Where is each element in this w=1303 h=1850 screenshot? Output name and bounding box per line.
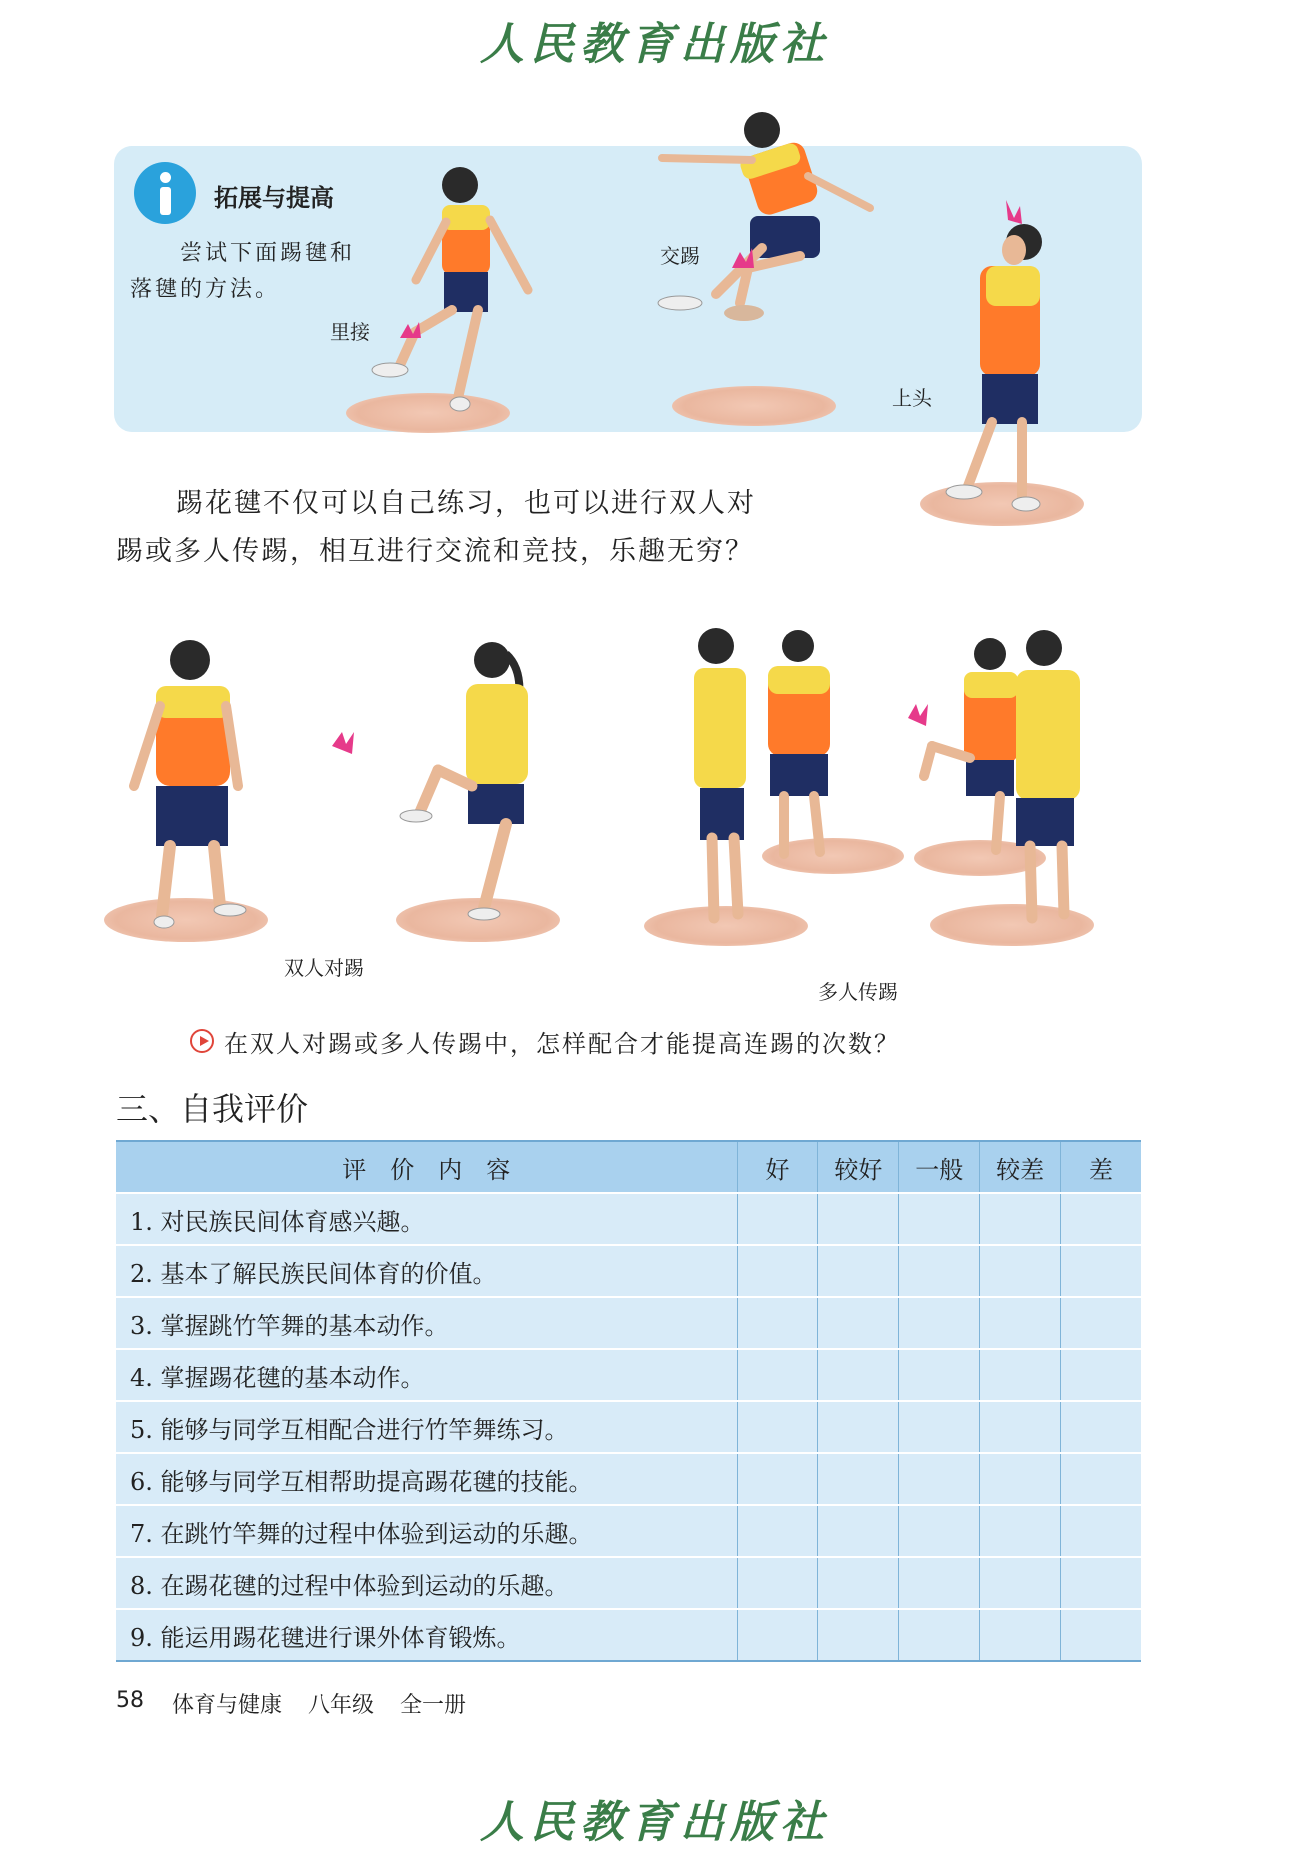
header-poor: 差 <box>1061 1141 1141 1193</box>
rating-cell[interactable] <box>1061 1245 1141 1297</box>
rating-cell[interactable] <box>737 1193 818 1245</box>
paragraph-line2: 踢或多人传踢，相互进行交流和竞技，乐趣无穷？ <box>116 536 754 567</box>
rating-cell[interactable] <box>737 1557 818 1609</box>
rating-cell[interactable] <box>818 1245 899 1297</box>
rating-cell[interactable] <box>1061 1297 1141 1349</box>
rating-cell[interactable] <box>980 1557 1061 1609</box>
rating-cell[interactable] <box>737 1245 818 1297</box>
rating-cell[interactable] <box>818 1453 899 1505</box>
publisher-logo-footer: 人民教育出版社 <box>480 1797 830 1848</box>
panel-description-line2: 落毽的方法。 <box>130 277 281 302</box>
table-row <box>116 1193 1141 1245</box>
rating-cell[interactable] <box>737 1505 818 1557</box>
rating-cell[interactable] <box>899 1505 980 1557</box>
rating-cell[interactable] <box>737 1401 818 1453</box>
section-title: 三、自我评价 <box>116 1090 309 1128</box>
table-row <box>116 1609 1141 1661</box>
rating-cell[interactable] <box>818 1505 899 1557</box>
label-inner-catch: 里接 <box>330 320 370 344</box>
info-icon <box>134 162 196 224</box>
rating-cell[interactable] <box>980 1245 1061 1297</box>
book-title: 体育与健康 <box>172 1693 283 1718</box>
rating-cell[interactable] <box>737 1297 818 1349</box>
rating-cell[interactable] <box>818 1609 899 1661</box>
row-content: 7. 在跳竹竿舞的过程中体验到运动的乐趣。 <box>116 1505 737 1557</box>
rating-cell[interactable] <box>980 1297 1061 1349</box>
table-row <box>116 1297 1141 1349</box>
row-content: 4. 掌握踢花毽的基本动作。 <box>116 1349 737 1401</box>
row-content: 9. 能运用踢花毽进行课外体育锻炼。 <box>116 1609 737 1661</box>
label-head: 上头 <box>892 386 932 410</box>
rating-cell[interactable] <box>980 1505 1061 1557</box>
rating-cell[interactable] <box>1061 1349 1141 1401</box>
rating-cell[interactable] <box>980 1609 1061 1661</box>
rating-cell[interactable] <box>980 1453 1061 1505</box>
header-fairly-poor: 较差 <box>980 1141 1061 1193</box>
row-content: 6. 能够与同学互相帮助提高踢花毽的技能。 <box>116 1453 737 1505</box>
row-content: 5. 能够与同学互相配合进行竹竿舞练习。 <box>116 1401 737 1453</box>
volume-label: 全一册 <box>400 1693 467 1718</box>
person-head-kick-figure <box>930 196 1070 526</box>
rating-cell[interactable] <box>899 1349 980 1401</box>
rating-cell[interactable] <box>1061 1505 1141 1557</box>
rating-cell[interactable] <box>818 1557 899 1609</box>
header-fairly-good: 较好 <box>818 1141 899 1193</box>
grade-label: 八年级 <box>308 1693 375 1718</box>
row-content: 8. 在踢花毽的过程中体验到运动的乐趣。 <box>116 1557 737 1609</box>
rating-cell[interactable] <box>980 1193 1061 1245</box>
pair-kicking-photo <box>120 636 580 936</box>
rating-cell[interactable] <box>818 1401 899 1453</box>
table-row <box>116 1453 1141 1505</box>
floor-mat <box>672 386 836 426</box>
table-row <box>116 1557 1141 1609</box>
rating-cell[interactable] <box>1061 1401 1141 1453</box>
person-inner-catch-figure <box>360 160 550 420</box>
paragraph-line1: 踢花毽不仅可以自己练习，也可以进行双人对 <box>176 488 756 519</box>
header-good: 好 <box>737 1141 818 1193</box>
label-cross-kick: 交踢 <box>660 244 700 268</box>
rating-cell[interactable] <box>899 1401 980 1453</box>
rating-cell[interactable] <box>818 1297 899 1349</box>
rating-cell[interactable] <box>899 1193 980 1245</box>
table-header-row <box>116 1141 1141 1193</box>
rating-cell[interactable] <box>1061 1193 1141 1245</box>
header-content: 评 价 内 容 <box>116 1141 737 1193</box>
header-average: 一般 <box>899 1141 980 1193</box>
discussion-question: 在双人对踢或多人传踢中，怎样配合才能提高连踢的次数？ <box>224 1030 900 1058</box>
rating-cell[interactable] <box>818 1193 899 1245</box>
play-icon <box>190 1029 214 1053</box>
rating-cell[interactable] <box>899 1453 980 1505</box>
row-content: 3. 掌握跳竹竿舞的基本动作。 <box>116 1297 737 1349</box>
row-content: 1. 对民族民间体育感兴趣。 <box>116 1193 737 1245</box>
rating-cell[interactable] <box>899 1245 980 1297</box>
person-cross-kick-figure <box>650 108 890 328</box>
rating-cell[interactable] <box>737 1349 818 1401</box>
self-evaluation-table <box>116 1140 1141 1662</box>
row-content: 2. 基本了解民族民间体育的价值。 <box>116 1245 737 1297</box>
caption-group-kick: 多人传踢 <box>818 980 898 1004</box>
rating-cell[interactable] <box>1061 1453 1141 1505</box>
table-row <box>116 1245 1141 1297</box>
panel-title: 拓展与提高 <box>214 184 334 212</box>
publisher-logo-header: 人民教育出版社 <box>480 19 830 70</box>
rating-cell[interactable] <box>980 1349 1061 1401</box>
caption-pair-kick: 双人对踢 <box>284 956 364 980</box>
rating-cell[interactable] <box>899 1609 980 1661</box>
rating-cell[interactable] <box>737 1453 818 1505</box>
rating-cell[interactable] <box>1061 1557 1141 1609</box>
rating-cell[interactable] <box>818 1349 899 1401</box>
table-row <box>116 1349 1141 1401</box>
group-kicking-photo <box>680 618 1100 938</box>
rating-cell[interactable] <box>980 1401 1061 1453</box>
rating-cell[interactable] <box>899 1297 980 1349</box>
rating-cell[interactable] <box>737 1609 818 1661</box>
table-row <box>116 1401 1141 1453</box>
rating-cell[interactable] <box>899 1557 980 1609</box>
panel-description-line1: 尝试下面踢毽和 <box>180 241 356 266</box>
page-number: 58 <box>116 1688 144 1713</box>
table-row <box>116 1505 1141 1557</box>
rating-cell[interactable] <box>1061 1609 1141 1661</box>
